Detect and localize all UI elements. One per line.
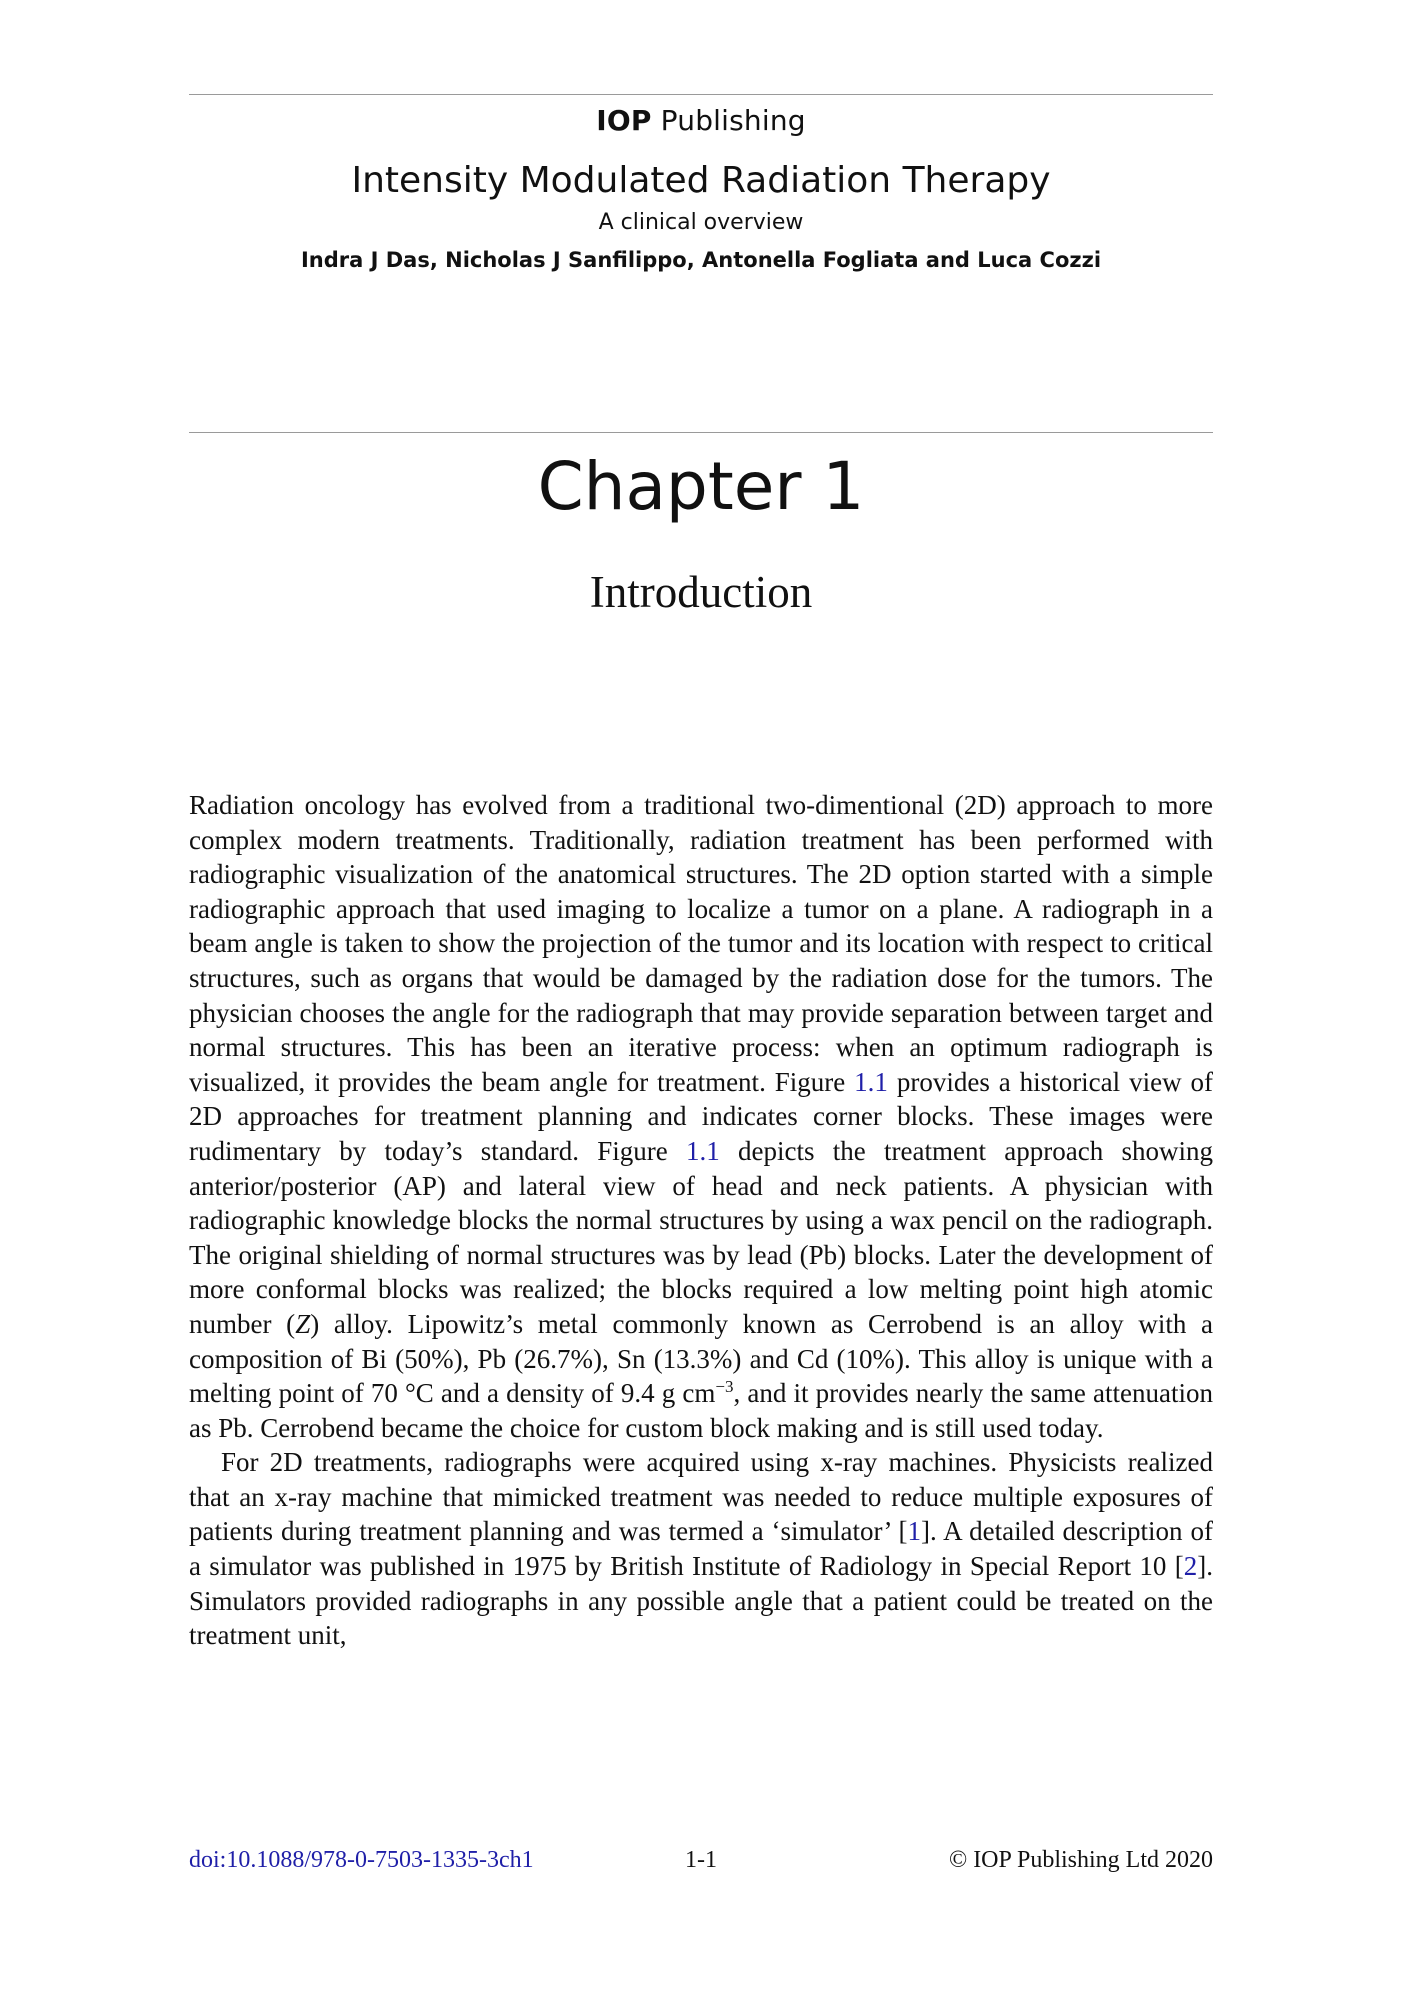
publisher-line: [189, 100, 1213, 142]
publisher-word: Publishing: [660, 104, 806, 137]
body-paragraph-2: [189, 1445, 1213, 1653]
citation-link[interactable]: 1: [907, 1516, 921, 1547]
book-header: [189, 100, 1213, 276]
text-run: depicts the treatment approach showing anterior/posterior (AP) and lateral view of head and neck patients. A physician with radiographic knowledge blocks the normal structures by using a wax pencil on the radiograph. The original shielding of normal structures was by lead (Pb) blocks. Later the development of more conformal blocks was realized; the blocks required a low melting point high atomic number (: [189, 1135, 1213, 1339]
chapter-body: [189, 788, 1213, 1653]
atomic-number-symbol: Z: [295, 1308, 311, 1339]
book-title: Intensity Modulated Radiation Therapy: [351, 160, 1051, 201]
figure-link[interactable]: 1.1: [854, 1066, 888, 1097]
text-run: , and it provides nearly the same attenuation as Pb. Cerrobend became the choice for custom block making and is still used today.: [189, 1378, 1213, 1443]
text-run: ]. Simulators provided radiographs in any possible angle that a patient could be treated on the treatment unit,: [189, 1551, 1213, 1651]
chapter-rule: [189, 432, 1213, 433]
figure-link[interactable]: 1.1: [686, 1135, 720, 1166]
text-run: provides a historical view of 2D approaches for treatment planning and indicates corner blocks. These images were rudimentary by today’s standard. Figure: [189, 1066, 1213, 1166]
page-footer: [189, 1843, 1213, 1877]
publisher-brand: IOP: [596, 104, 652, 137]
body-paragraph-1: [189, 788, 1213, 1445]
chapter-label: Chapter 1: [537, 448, 865, 525]
page-number: 1-1: [685, 1847, 717, 1873]
copyright-notice: © IOP Publishing Ltd 2020: [948, 1847, 1213, 1873]
exponent: −3: [715, 1377, 734, 1397]
text-run: ]. A detailed description of a simulator was published in 1975 by British Institute of Radiology in Special Report 10 [: [189, 1516, 1213, 1582]
text-run: ) alloy. Lipowitz’s metal commonly known as Cerrobend is an alloy with a composition of Bi (50%), Pb (26.7%), Sn (13.3%) and Cd (10%). This alloy is unique with a melting point of 70 °C and a density of 9.4 g cm: [189, 1308, 1214, 1409]
book-authors: Indra J Das, Nicholas J Sanfilippo, Antonella Fogliata and Luca Cozzi: [300, 248, 1102, 272]
doi-link[interactable]: doi:10.1088/978-0-7503-1335-3ch1: [189, 1847, 534, 1873]
chapter-title: Introduction: [589, 567, 813, 617]
text-run: Radiation oncology has evolved from a traditional two-dimentional (2D) approach to more complex modern treatments. Traditionally, radiation treatment has been performed with radiographic visualization of the anatomical structures. The 2D option started with a simple radiographic approach that used imaging to localize a tumor on a plane. A radiograph in a beam angle is taken to show the projection of the tumor and its location with respect to critical structures, such as organs that would be damaged by the radiation dose for the tumors. The physician chooses the angle for the radiograph that may provide separation between target and normal structures. This has been an iterative process: when an optimum radiograph is visualized, it provides the beam angle for treatment. Figure: [189, 790, 1213, 1097]
citation-link[interactable]: 2: [1183, 1551, 1198, 1582]
header-top-rule: [189, 94, 1213, 95]
text-run: For 2D treatments, radiographs were acquired using x-ray machines. Physicists realized that an x-ray machine that mimicked treatment was needed to reduce multiple exposures of patients during treatment planning and was termed a ‘simulator’ [: [189, 1447, 1213, 1547]
book-subtitle: A clinical overview: [598, 210, 804, 235]
